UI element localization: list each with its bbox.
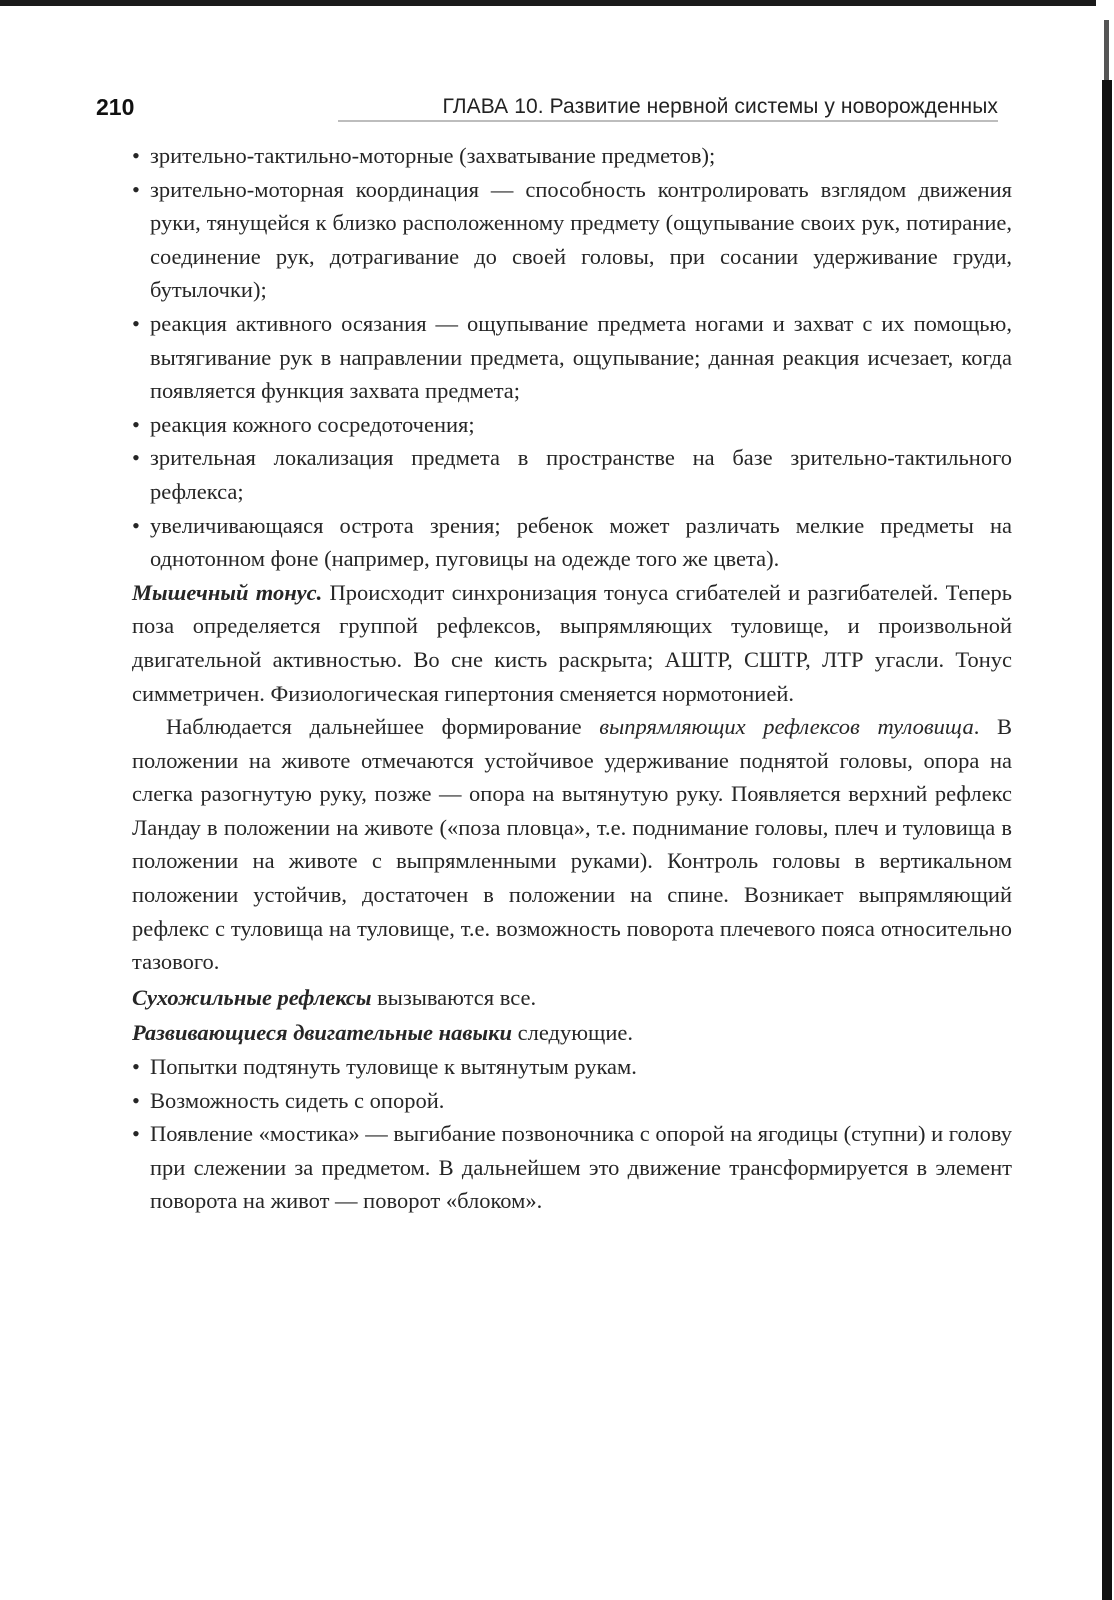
tendon-reflexes-line — [132, 981, 1012, 1015]
reflexes-term: выпрямляющих рефлексов туловища — [599, 714, 974, 740]
bullet-list-bottom — [132, 1050, 1012, 1218]
muscle-tone-text: Происходит синхронизация тонуса сгибателей и разгибателей. Теперь поза определяется группой рефлексов, выпрямляющих туловище, и произвольной двигательной активностью. Во сне кисть раскрыта; АШТР, СШТР, ЛТР угасли. Тонус симметричен. Физиологическая гипертония сменяется нормотонией. — [132, 579, 1012, 706]
list-item: • реакция кожного сосредоточения; — [132, 408, 1012, 442]
list-item: • реакция активного осязания — ощупывание предмета ногами и захват с их помощью, вытягивание рук в направлении предмета, ощупывание; данная реакция исчезает, когда появляется функция захвата предмета; — [132, 307, 1012, 408]
list-item: • зрительно-тактильно-моторные (захватывание предметов); — [132, 139, 1012, 173]
tendon-reflexes-text: вызываются все. — [371, 984, 537, 1010]
page-body — [132, 139, 1012, 1218]
bullet-list-top — [132, 139, 1012, 576]
list-item: • Появление «мостика» — выгибание позвоночника с опорой на ягодицы (ступни) и голову при слежении за предметом. В дальнейшем это движение трансформируется в элемент поворота на живот — поворот «блоком». — [132, 1117, 1012, 1218]
running-head: ГЛАВА 10. Развитие нервной системы у новорожденных — [338, 95, 998, 122]
page-number: 210 — [96, 94, 135, 120]
muscle-tone-term: Мышечный тонус. — [132, 579, 323, 605]
reflexes-paragraph — [132, 710, 1012, 979]
reflexes-text-after: . В положении на животе отмечаются устойчивое удерживание поднятой головы, опора на слегка разогнутую руку, позже — опора на вытянутую руку. Появляется верхний рефлекс Ландау в положении на животе («поза пловца», т.е. поднимание головы, плеч и туловища в положении на животе с выпрямленными руками). Контроль головы в вертикальном положении устойчив, достаточен в положении на спине. Возникает выпрямляющий рефлекс с туловища на туловище, т.е. возможность поворота плечевого пояса относительно тазового. — [132, 714, 1012, 975]
scan-edge-mark — [1104, 20, 1109, 80]
list-item: • Попытки подтянуть туловище к вытянутым рукам. — [132, 1050, 1012, 1084]
motor-skills-term: Развивающиеся двигательные навыки — [132, 1020, 512, 1046]
muscle-tone-paragraph — [132, 576, 1012, 710]
reflexes-text-before: Наблюдается дальнейшее формирование — [166, 714, 600, 740]
tendon-reflexes-term: Сухожильные рефлексы — [132, 984, 372, 1010]
scan-top-edge — [0, 0, 1096, 6]
list-item: • зрительно-моторная координация — способность контролировать взглядом движения руки, тянущейся к близко расположенному предмету (ощупывание своих рук, потирание, соединение рук, дотрагивание до своей головы, при сосании удерживание груди, бутылочки); — [132, 173, 1012, 307]
page-header — [96, 94, 998, 128]
list-item: • Возможность сидеть с опорой. — [132, 1084, 1012, 1118]
motor-skills-line — [132, 1016, 1012, 1050]
scan-right-edge — [1098, 0, 1114, 1600]
list-item: • зрительная локализация предмета в пространстве на базе зрительно-тактильного рефлекса; — [132, 441, 1012, 508]
motor-skills-text: следующие. — [511, 1020, 633, 1046]
list-item: • увеличивающаяся острота зрения; ребенок может различать мелкие предметы на однотонном фоне (например, пуговицы на одежде того же цвета). — [132, 509, 1012, 576]
scan-edge-shadow — [1102, 80, 1112, 1600]
